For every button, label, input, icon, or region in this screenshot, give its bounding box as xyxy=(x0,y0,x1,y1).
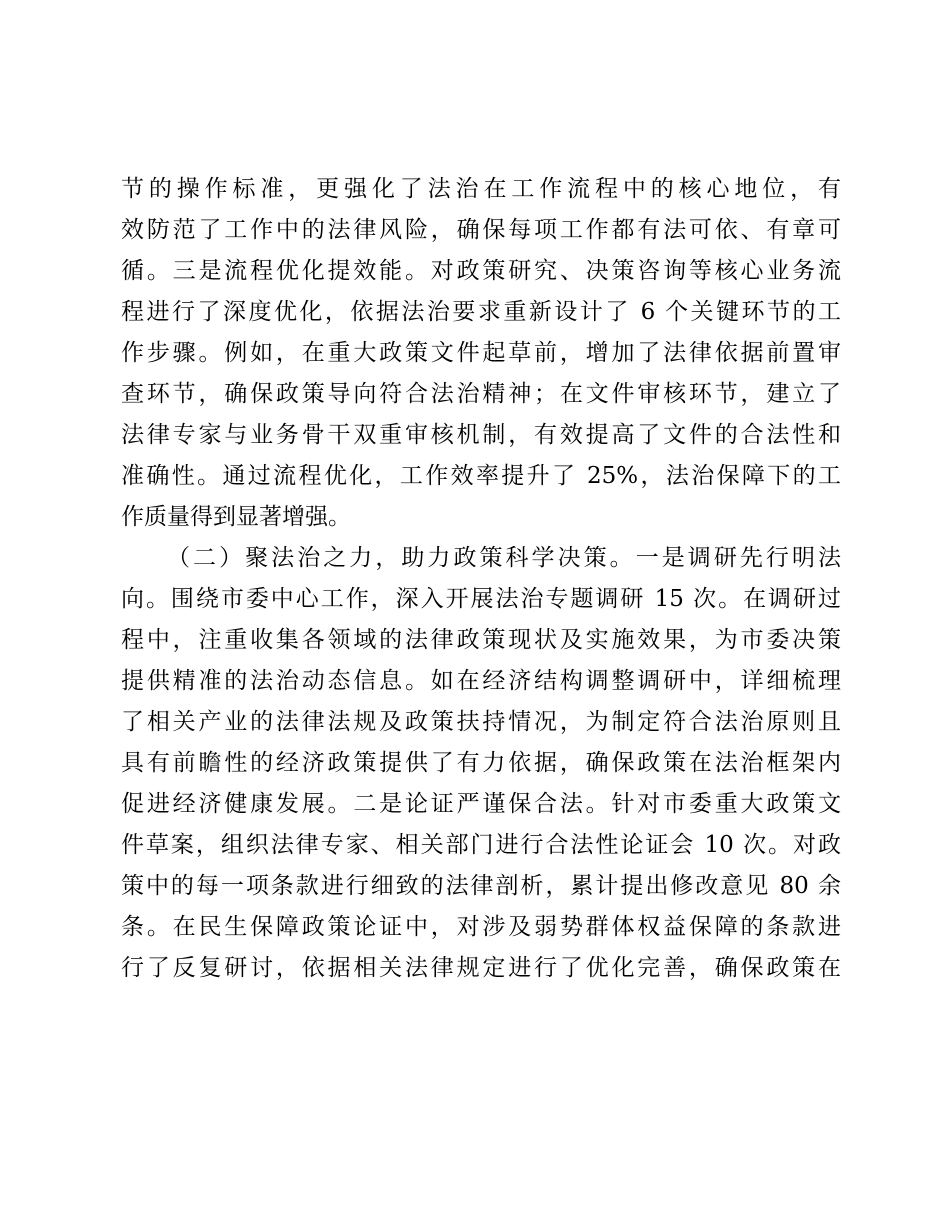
paragraph-2-line-5: 了相关产业的法律法规及政策扶持情况，为制定符合法治原则且 xyxy=(121,709,841,735)
paragraph-2-line-4: 提供精准的法治动态信息。如在经济结构调整调研中，详细梳理 xyxy=(121,668,841,694)
paragraph-1-line-6: 查环节，确保政策导向符合法治精神；在文件审核环节，建立了 xyxy=(121,381,841,407)
paragraph-1-line-2: 效防范了工作中的法律风险，确保每项工作都有法可依、有章可 xyxy=(121,217,841,243)
paragraph-2-line-1: （二）聚法治之力，助力政策科学决策。一是调研先行明法 xyxy=(167,545,841,571)
paragraph-2-line-2: 向。围绕市委中心工作，深入开展法治专题调研 15 次。在调研过 xyxy=(121,586,841,612)
paragraph-2-line-9: 策中的每一项条款进行细致的法律剖析，累计提出修改意见 80 余 xyxy=(121,873,841,899)
paragraph-1-line-8: 准确性。通过流程优化，工作效率提升了 25%，法治保障下的工 xyxy=(121,463,841,489)
paragraph-1-line-3: 循。三是流程优化提效能。对政策研究、决策咨询等核心业务流 xyxy=(121,258,841,284)
paragraph-2-line-8: 件草案，组织法律专家、相关部门进行合法性论证会 10 次。对政 xyxy=(121,832,841,858)
paragraph-2-line-3: 程中，注重收集各领域的法律政策现状及实施效果，为市委决策 xyxy=(121,627,841,653)
paragraph-2-line-7: 促进经济健康发展。二是论证严谨保合法。针对市委重大政策文 xyxy=(121,791,841,817)
paragraph-1-line-4: 程进行了深度优化，依据法治要求重新设计了 6 个关键环节的工 xyxy=(121,299,841,325)
paragraph-2-line-10: 条。在民生保障政策论证中，对涉及弱势群体权益保障的条款进 xyxy=(121,914,841,940)
paragraph-1-line-1: 节的操作标准，更强化了法治在工作流程中的核心地位，有 xyxy=(121,176,841,202)
body-text xyxy=(121,169,841,989)
paragraph-2-line-6: 具有前瞻性的经济政策提供了有力依据，确保政策在法治框架内 xyxy=(121,750,841,776)
paragraph-2-line-11: 行了反复研讨，依据相关法律规定进行了优化完善，确保政策在 xyxy=(121,955,841,981)
paragraph-1-line-5: 作步骤。例如，在重大政策文件起草前，增加了法律依据前置审 xyxy=(121,340,841,366)
paragraph-1-line-9: 作质量得到显著增强。 xyxy=(121,504,351,530)
paragraph-1-line-7: 法律专家与业务骨干双重审核机制，有效提高了文件的合法性和 xyxy=(121,422,841,448)
